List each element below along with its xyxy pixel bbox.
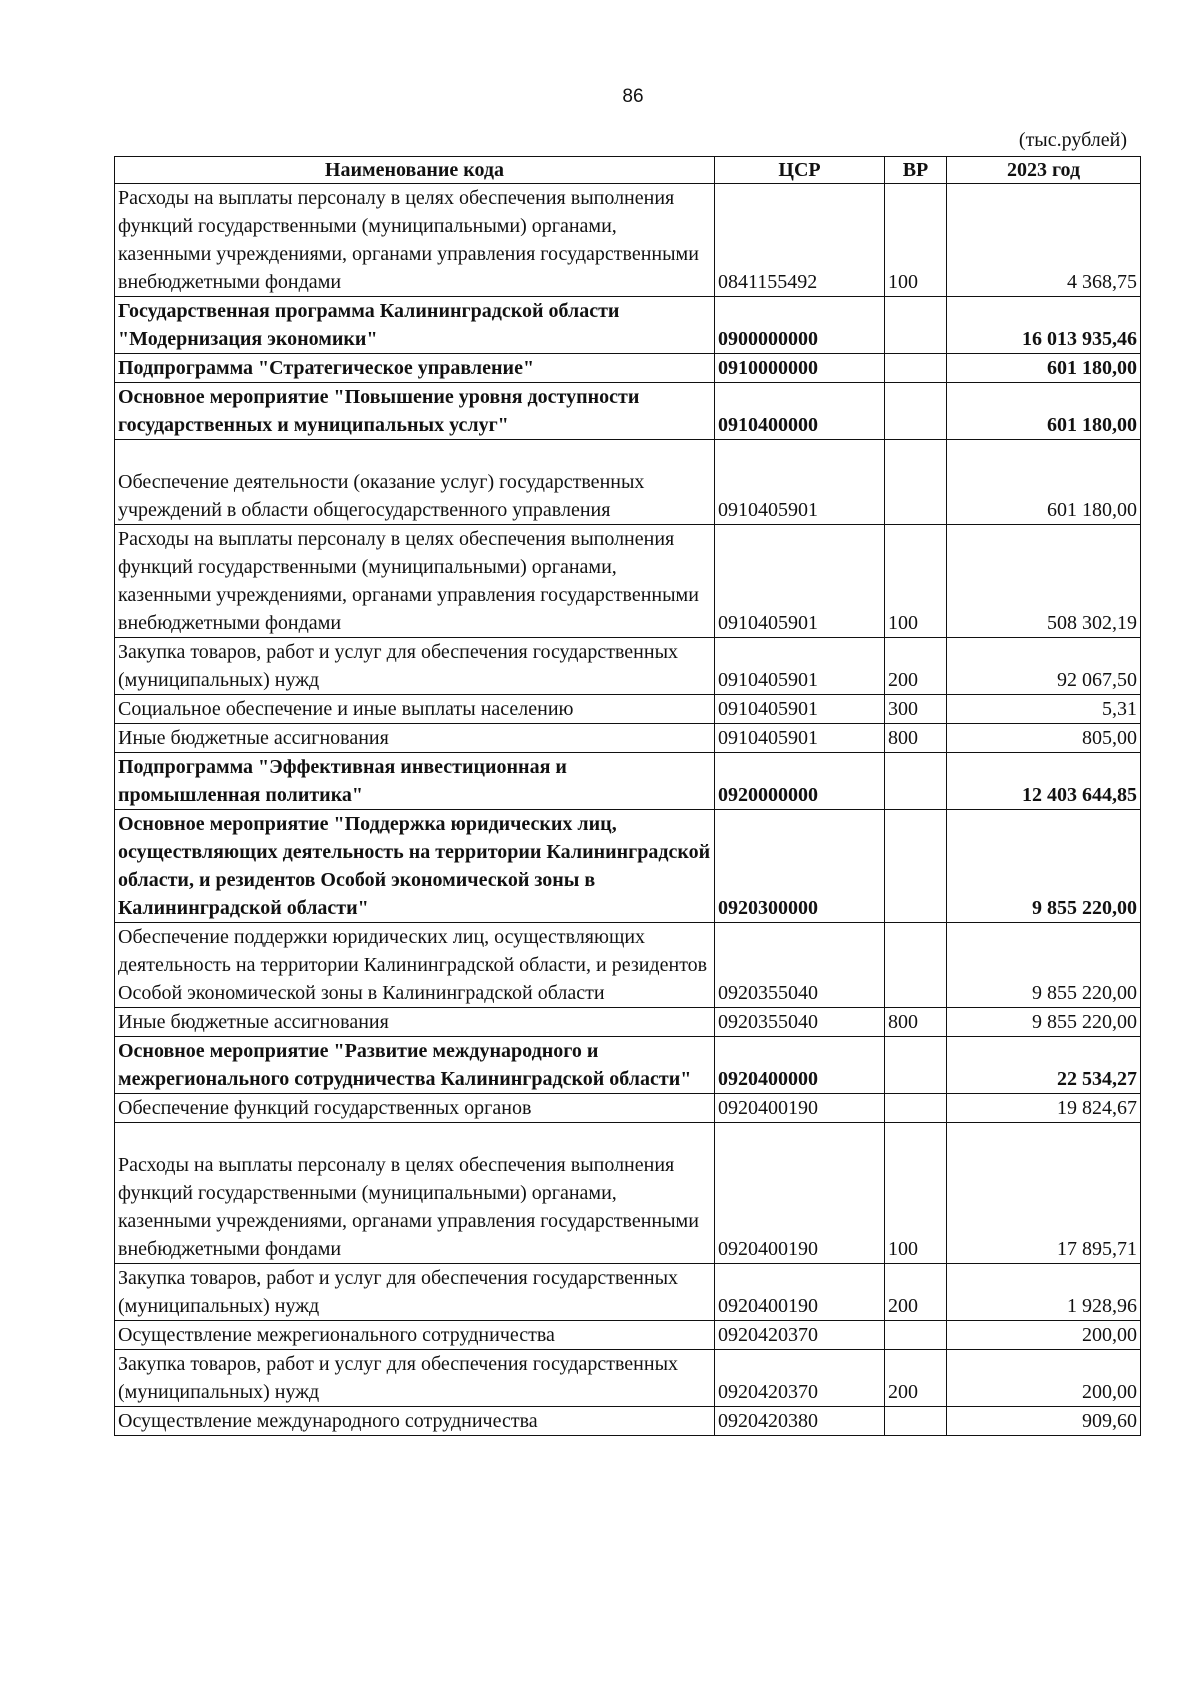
row-sum: 508 302,19 bbox=[947, 525, 1141, 638]
row-vr bbox=[885, 1407, 947, 1436]
table-row bbox=[115, 383, 1141, 440]
page-number: 86 bbox=[622, 86, 644, 107]
row-name: Закупка товаров, работ и услуг для обеспечения государственных (муниципальных) нужд bbox=[115, 638, 715, 695]
row-csr: 0841155492 bbox=[715, 184, 885, 297]
row-name: Социальное обеспечение и иные выплаты населению bbox=[115, 695, 715, 724]
row-name: Основное мероприятие "Развитие международного и межрегионального сотрудничества Калининградской области" bbox=[115, 1037, 715, 1094]
row-vr: 200 bbox=[885, 1350, 947, 1407]
header-vr: ВР bbox=[885, 157, 947, 184]
row-vr: 200 bbox=[885, 1264, 947, 1321]
row-sum: 9 855 220,00 bbox=[947, 810, 1141, 923]
table-row bbox=[115, 184, 1141, 297]
table-row bbox=[115, 440, 1141, 525]
row-vr bbox=[885, 1094, 947, 1123]
budget-table bbox=[114, 156, 1141, 1436]
row-sum: 17 895,71 bbox=[947, 1123, 1141, 1264]
row-csr: 0910405901 bbox=[715, 440, 885, 525]
row-sum: 200,00 bbox=[947, 1350, 1141, 1407]
row-sum: 22 534,27 bbox=[947, 1037, 1141, 1094]
table-row bbox=[115, 525, 1141, 638]
table-row bbox=[115, 1407, 1141, 1436]
row-csr: 0920420380 bbox=[715, 1407, 885, 1436]
row-csr: 0920300000 bbox=[715, 810, 885, 923]
row-csr: 0910400000 bbox=[715, 383, 885, 440]
row-name: Обеспечение поддержки юридических лиц, осуществляющих деятельность на территории Калининградской области, и резидентов Особой экономической зоны в Калининградской области bbox=[115, 923, 715, 1008]
row-vr: 300 bbox=[885, 695, 947, 724]
header-name: Наименование кода bbox=[115, 157, 715, 184]
row-csr: 0900000000 bbox=[715, 297, 885, 354]
header-csr: ЦСР bbox=[715, 157, 885, 184]
table-row bbox=[115, 695, 1141, 724]
row-vr bbox=[885, 440, 947, 525]
row-name: Закупка товаров, работ и услуг для обеспечения государственных (муниципальных) нужд bbox=[115, 1350, 715, 1407]
table-row bbox=[115, 1123, 1141, 1264]
table-row bbox=[115, 1037, 1141, 1094]
row-csr: 0920355040 bbox=[715, 923, 885, 1008]
row-name: Расходы на выплаты персоналу в целях обеспечения выполнения функций государственными (муниципальными) органами, казенными учреждениями, органами управления государственными внебюджетными фондами bbox=[115, 184, 715, 297]
row-csr: 0920400190 bbox=[715, 1264, 885, 1321]
row-name: Закупка товаров, работ и услуг для обеспечения государственных (муниципальных) нужд bbox=[115, 1264, 715, 1321]
row-vr: 800 bbox=[885, 1008, 947, 1037]
table-header-row bbox=[115, 157, 1141, 184]
row-vr bbox=[885, 810, 947, 923]
row-sum: 16 013 935,46 bbox=[947, 297, 1141, 354]
row-sum: 601 180,00 bbox=[947, 440, 1141, 525]
row-name: Подпрограмма "Стратегическое управление" bbox=[115, 354, 715, 383]
row-sum: 4 368,75 bbox=[947, 184, 1141, 297]
row-csr: 0910405901 bbox=[715, 638, 885, 695]
table-row bbox=[115, 638, 1141, 695]
row-sum: 9 855 220,00 bbox=[947, 923, 1141, 1008]
row-csr: 0920400000 bbox=[715, 1037, 885, 1094]
row-csr: 0910405901 bbox=[715, 525, 885, 638]
row-sum: 601 180,00 bbox=[947, 383, 1141, 440]
table-row bbox=[115, 923, 1141, 1008]
row-vr bbox=[885, 297, 947, 354]
row-vr: 200 bbox=[885, 638, 947, 695]
row-name: Иные бюджетные ассигнования bbox=[115, 1008, 715, 1037]
row-csr: 0920400190 bbox=[715, 1094, 885, 1123]
row-name: Основное мероприятие "Поддержка юридических лиц, осуществляющих деятельность на территории Калининградской области, и резидентов Особой экономической зоны в Калининградской области" bbox=[115, 810, 715, 923]
row-csr: 0920355040 bbox=[715, 1008, 885, 1037]
row-name: Основное мероприятие "Повышение уровня доступности государственных и муниципальных услуг" bbox=[115, 383, 715, 440]
row-vr bbox=[885, 923, 947, 1008]
row-vr: 100 bbox=[885, 184, 947, 297]
row-vr: 800 bbox=[885, 724, 947, 753]
table-row bbox=[115, 1008, 1141, 1037]
row-csr: 0910405901 bbox=[715, 724, 885, 753]
table-row bbox=[115, 724, 1141, 753]
row-name: Иные бюджетные ассигнования bbox=[115, 724, 715, 753]
row-vr: 100 bbox=[885, 1123, 947, 1264]
row-name: Осуществление межрегионального сотрудничества bbox=[115, 1321, 715, 1350]
table-row bbox=[115, 1264, 1141, 1321]
header-sum: 2023 год bbox=[947, 157, 1141, 184]
row-sum: 909,60 bbox=[947, 1407, 1141, 1436]
row-name: Расходы на выплаты персоналу в целях обеспечения выполнения функций государственными (муниципальными) органами, казенными учреждениями, органами управления государственными внебюджетными фондами bbox=[115, 1123, 715, 1264]
row-name: Расходы на выплаты персоналу в целях обеспечения выполнения функций государственными (муниципальными) органами, казенными учреждениями, органами управления государственными внебюджетными фондами bbox=[115, 525, 715, 638]
row-name: Подпрограмма "Эффективная инвестиционная и промышленная политика" bbox=[115, 753, 715, 810]
row-csr: 0910405901 bbox=[715, 695, 885, 724]
row-name: Обеспечение деятельности (оказание услуг) государственных учреждений в области общегосударственного управления bbox=[115, 440, 715, 525]
row-name: Осуществление международного сотрудничества bbox=[115, 1407, 715, 1436]
row-sum: 92 067,50 bbox=[947, 638, 1141, 695]
row-sum: 12 403 644,85 bbox=[947, 753, 1141, 810]
row-sum: 5,31 bbox=[947, 695, 1141, 724]
row-vr bbox=[885, 1321, 947, 1350]
table-row bbox=[115, 297, 1141, 354]
row-vr bbox=[885, 1037, 947, 1094]
table-row bbox=[115, 1094, 1141, 1123]
row-vr: 100 bbox=[885, 525, 947, 638]
row-name: Государственная программа Калининградской области "Модернизация экономики" bbox=[115, 297, 715, 354]
row-csr: 0920420370 bbox=[715, 1350, 885, 1407]
row-vr bbox=[885, 753, 947, 810]
table-row bbox=[115, 753, 1141, 810]
table-row bbox=[115, 1350, 1141, 1407]
row-sum: 9 855 220,00 bbox=[947, 1008, 1141, 1037]
table-row bbox=[115, 354, 1141, 383]
row-csr: 0920400190 bbox=[715, 1123, 885, 1264]
row-sum: 601 180,00 bbox=[947, 354, 1141, 383]
row-vr bbox=[885, 383, 947, 440]
row-sum: 1 928,96 bbox=[947, 1264, 1141, 1321]
units-label: (тыс.рублей) bbox=[1018, 129, 1127, 151]
row-name: Обеспечение функций государственных органов bbox=[115, 1094, 715, 1123]
row-vr bbox=[885, 354, 947, 383]
row-sum: 200,00 bbox=[947, 1321, 1141, 1350]
row-csr: 0910000000 bbox=[715, 354, 885, 383]
row-sum: 19 824,67 bbox=[947, 1094, 1141, 1123]
row-csr: 0920000000 bbox=[715, 753, 885, 810]
table-row bbox=[115, 1321, 1141, 1350]
table-body bbox=[115, 184, 1141, 1436]
table-row bbox=[115, 810, 1141, 923]
row-sum: 805,00 bbox=[947, 724, 1141, 753]
row-csr: 0920420370 bbox=[715, 1321, 885, 1350]
